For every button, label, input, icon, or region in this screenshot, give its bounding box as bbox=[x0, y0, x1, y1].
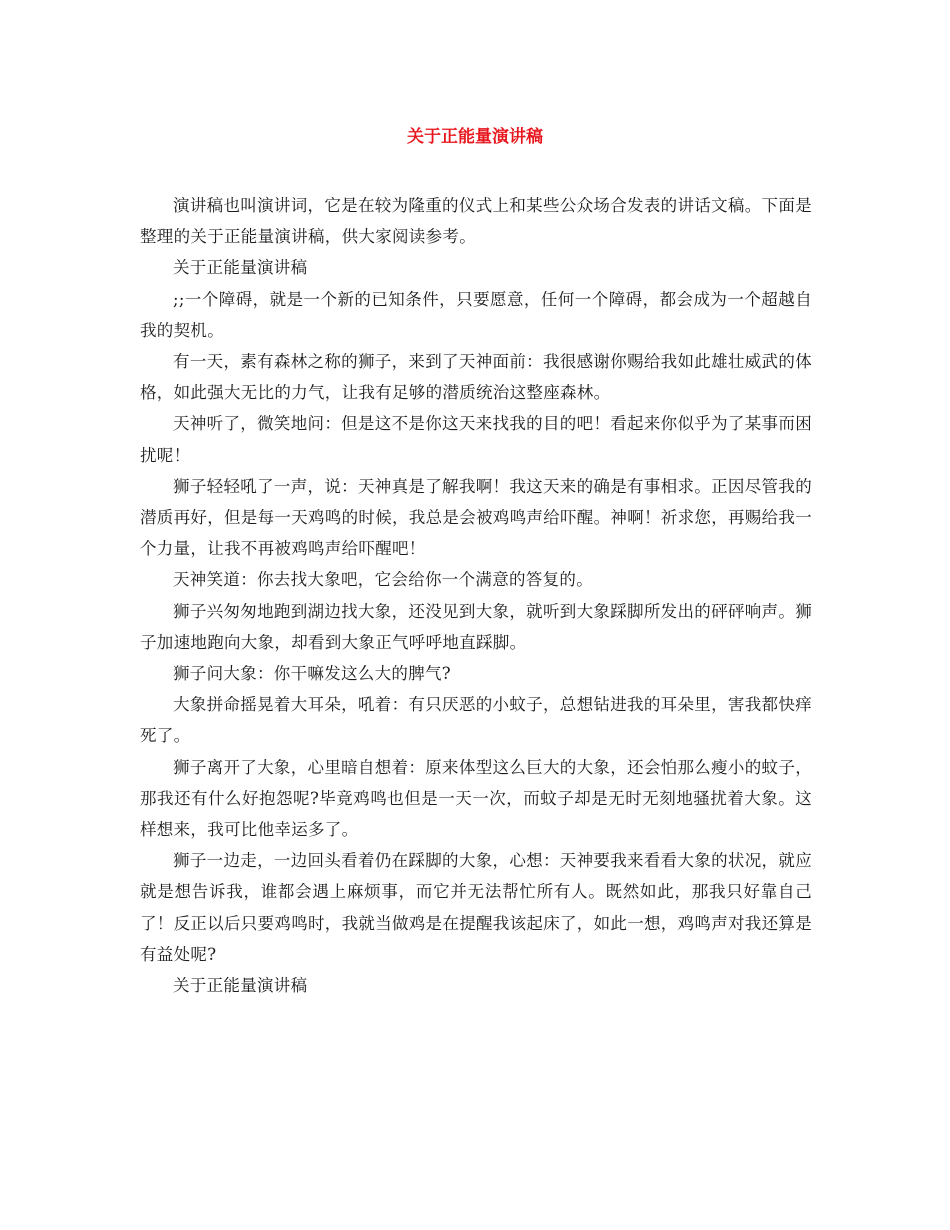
paragraph-intro: 演讲稿也叫演讲词，它是在较为隆重的仪式上和某些公众场合发表的讲话文稿。下面是整理的关于正能量演讲稿，供大家阅读参考。 bbox=[140, 196, 812, 247]
paragraph: 狮子问大象：你干嘛发这么大的脾气? bbox=[173, 664, 451, 684]
paragraph: 天神听了，微笑地问：但是这不是你这天来找我的目的吧！看起来你似乎为了某事而困扰呢！ bbox=[140, 414, 812, 465]
paragraph: 狮子轻轻吼了一声，说：天神真是了解我啊！我这天来的确是有事相求。正因尽管我的潜质再好，但是每一天鸡鸣的时候，我总是会被鸡鸣声给吓醒。神啊！祈求您，再赐给我一个力量，让我不再被鸡鸣声给吓醒吧！ bbox=[140, 476, 812, 559]
document-title: 关于正能量演讲稿 bbox=[407, 127, 543, 147]
paragraph-subheading: 关于正能量演讲稿 bbox=[173, 258, 308, 278]
paragraph: 狮子离开了大象，心里暗自想着：原来体型这么巨大的大象，还会怕那么瘦小的蚊子，那我还有什么好抱怨呢?毕竟鸡鸣也但是一天一次，而蚊子却是无时无刻地骚扰着大象。这样想来，我可比他幸运多了。 bbox=[140, 757, 812, 840]
paragraph: 狮子一边走，一边回头看着仍在踩脚的大象，心想：天神要我来看看大象的状况，就应就是想告诉我，谁都会遇上麻烦事，而它并无法帮忙所有人。既然如此，那我只好靠自己了！反正以后只要鸡鸣时，我就当做鸡是在提醒我该起床了，如此一想，鸡鸣声对我还算是有益处呢? bbox=[140, 851, 812, 964]
paragraph: ;;一个障碍，就是一个新的已知条件，只要愿意，任何一个障碍，都会成为一个超越自我的契机。 bbox=[140, 289, 812, 340]
paragraph: 狮子兴匆匆地跑到湖边找大象，还没见到大象，就听到大象踩脚所发出的砰砰响声。狮子加速地跑向大象，却看到大象正气呼呼地直踩脚。 bbox=[140, 601, 812, 652]
document-body bbox=[140, 190, 812, 1001]
paragraph-subheading: 关于正能量演讲稿 bbox=[173, 976, 308, 996]
paragraph: 天神笑道：你去找大象吧，它会给你一个满意的答复的。 bbox=[173, 570, 593, 590]
paragraph: 有一天，素有森林之称的狮子，来到了天神面前：我很感谢你赐给我如此雄壮威武的体格，如此强大无比的力气，让我有足够的潜质统治这整座森林。 bbox=[140, 352, 812, 403]
paragraph: 大象拼命摇晃着大耳朵，吼着：有只厌恶的小蚊子，总想钻进我的耳朵里，害我都快痒死了。 bbox=[140, 695, 812, 746]
